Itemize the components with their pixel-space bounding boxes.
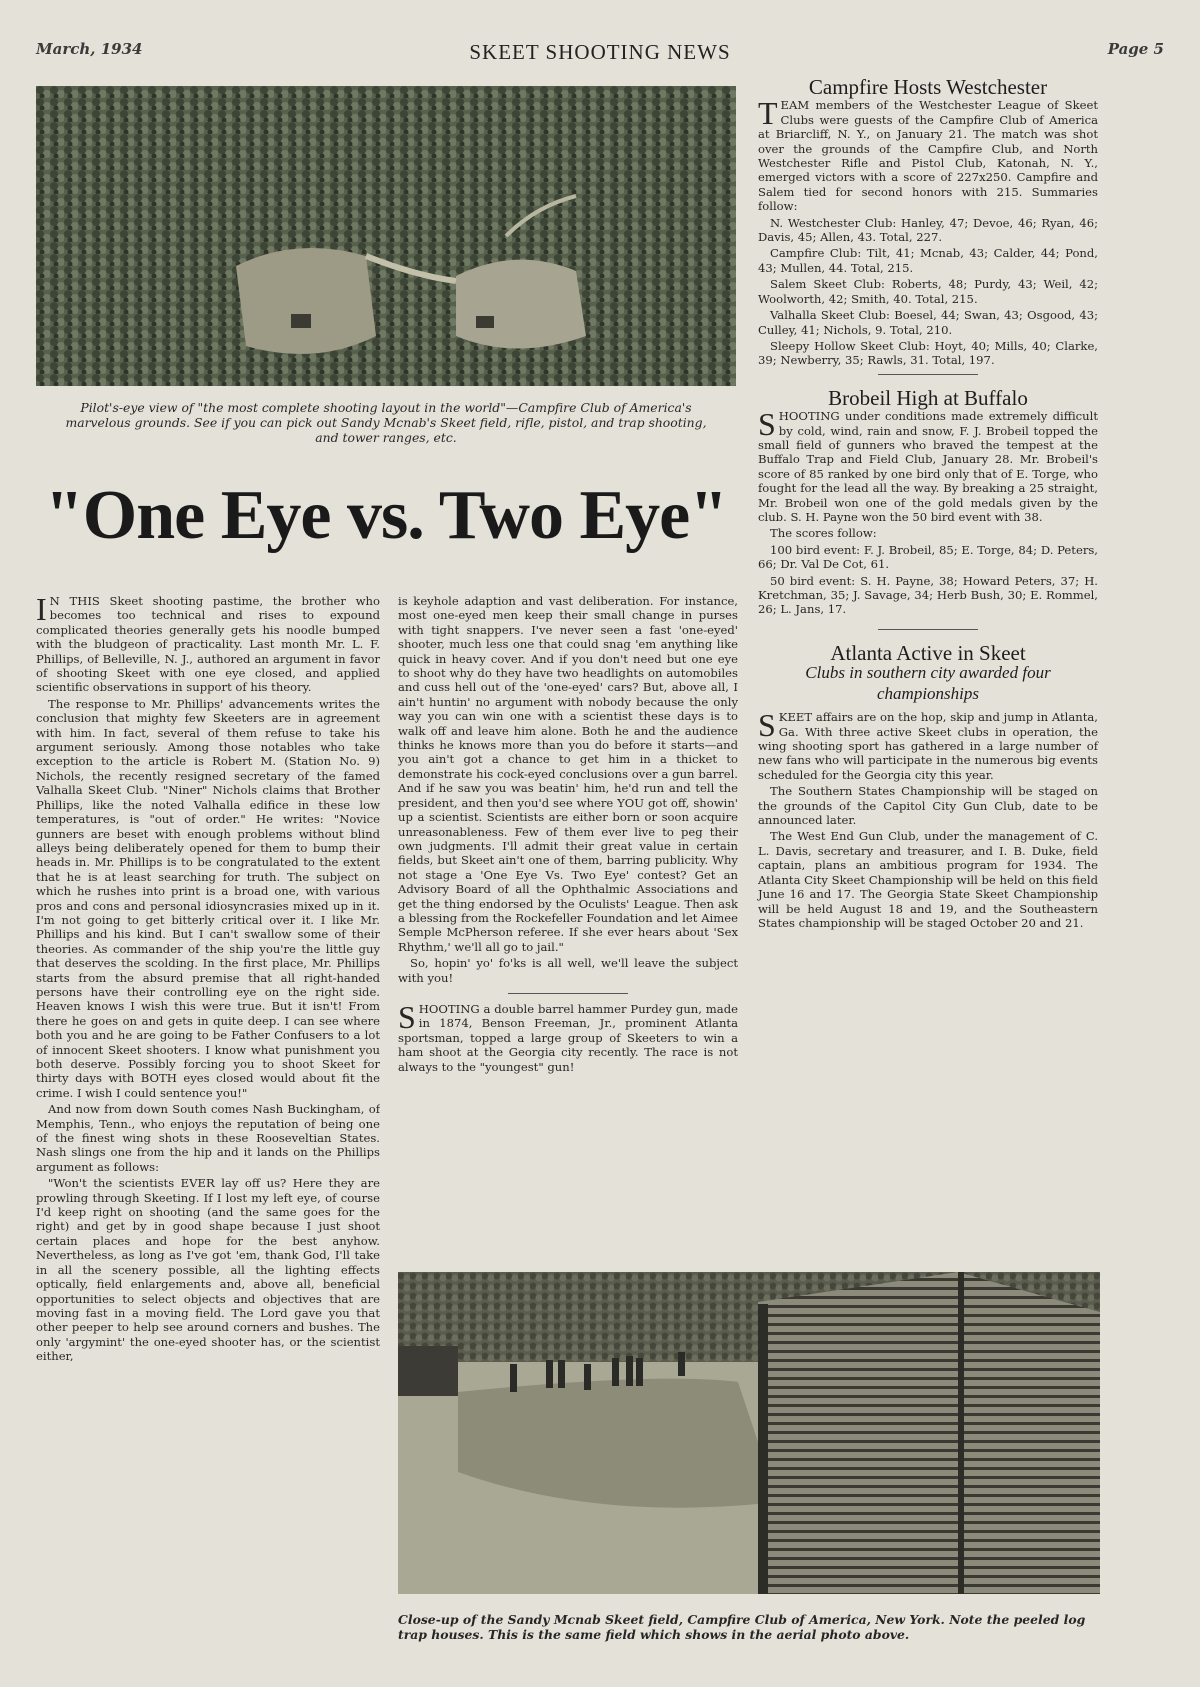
atlanta-heading: Atlanta Active in Skeet (830, 640, 1026, 665)
atlanta-paragraph: The Southern States Championship will be staged on the grounds of the Capitol City Gun Club, date to be announced later. (758, 784, 1098, 828)
brobeil-intro: SHOOTING under conditions made extremely difficult by cold, wind, rain and snow, F. J. Brobeil topped the small field of gunners who braved the tempest at the Buffalo Trap and Field Club, January 28. Mr. Brobeil's score of 85 ranked by one bird only that of E. Torge, who fought for the lead all the way. By breaking a 25 straight, Mr. Brobeil won one of the gold medals given by the club. S. H. Payne won the 50 bird event with 38. (758, 406, 1098, 524)
article-column-2 (398, 594, 738, 1076)
article-paragraph: I N THIS Skeet shooting pastime, the brother who becomes too technical and rises to expound complicated theories generally gets his noodle bumped with the bludgeon of practicality. Last month Mr. L. F. Phillips, of Belleville, N. J., authored an argument in favor of shooting Skeet with one eye closed, and applied scientific observations in support of his theory. (36, 594, 380, 695)
brobeil-scores-label: The scores follow: (770, 526, 877, 541)
article-paragraph: The response to Mr. Phillips' advancements writes the conclusion that mighty few Skeeters are in agreement with him. In fact, several of them refuse to take his argument seriously. Among those notables who take exception to the article is Robert M. (Station No. 9) Nichols, the recently resigned secretary of the famed Valhalla Skeet Club. "Niner" Nichols claims that Brother Phillips, like the noted Valhalla edifice in these low temperatures, is "out of order." He writes: "Novice gunners are beset with enough problems without blind alleys being deliberately opened for them to bump their heads in. Mr. Phillips is to be congratulated to the extent that he is at least searching for truth. The subject on which he rushes into print is a broad one, with various pros and cons and personal idiosyncrasies mixed up in it. I'm not going to get bitterly critical over it. I like Mr. Phillips and his kind. But I can't swallow some of their theories. As commander of the ship you're the little guy that deserves the scolding. In the first place, Mr. Phillips starts from the absurd premise that all right-handed persons have their controlling eye on the right side. Heaven knows I wish this were true. But it isn't! From there he goes on and gets in quite deep. I can see where both you and he are going to be Father Confusers to a lot of innocent Skeet shooters. I know what punishment you both deserve. Possibly forcing you to shoot Skeet for thirty days with BOTH eyes closed would about fit the crime. I wish I could sentence you!" (36, 696, 380, 1100)
article-paragraph: And now from down South comes Nash Buckingham, of Memphis, Tenn., who enjoys the reputation of being one of the finest wing shots in these Rooseveltian States. Nash slings one from the hip and it lands on the Phillips argument as follows: (36, 1102, 380, 1174)
article-paragraph: "Won't the scientists EVER lay off us? Here they are prowling through Skeeting. If I lost my left eye, of course I'd keep right on shooting (and the same goes for the right) and get by in good shape because I just shoot certain places and hope for the best anyhow. Nevertheless, as long as I've got 'em, thank God, I'll take in all the scenery possible, all the lighting effects optically, field enlargements and, above all, beneficial opportunities to select objects and objectives that are moving fast in a moving field. The Lord gave you that other peeper to help see around corners and bushes. The only 'argymint' the one-eyed shooter has, or the scientist either, (36, 1176, 380, 1364)
drop-cap: S (758, 406, 776, 443)
drop-cap: I (36, 594, 47, 627)
right-column (758, 75, 1098, 932)
atlanta-subheading: Clubs in southern city awarded four championships (805, 663, 1051, 704)
campfire-result: Campfire Club: Tilt, 41; Mcnab, 43; Calder, 44; Pond, 43; Mullen, 44. Total, 215. (758, 246, 1098, 275)
purdey-item: SHOOTING a double barrel hammer Purdey gun, made in 1874, Benson Freeman, Jr., prominent Atlanta sportsman, topped a large group of Skeeters to win a ham shoot at the Georgia city recently. The race is not always to the "youngest" gun! (398, 998, 738, 1074)
article-headline: "One Eye vs. Two Eye" (44, 477, 728, 554)
section-divider (878, 629, 978, 630)
brobeil-result: 50 bird event: S. H. Payne, 38; Howard Peters, 37; H. Kretchman, 35; J. Savage, 34; Herb Bush, 30; E. Rommel, 26; L. Jans, 17. (758, 573, 1098, 617)
campfire-result: Valhalla Skeet Club: Boesel, 44; Swan, 43; Osgood, 43; Culley, 41; Nichols, 9. Total, 210. (758, 308, 1098, 337)
section-divider (508, 993, 628, 994)
drop-cap: T (758, 95, 778, 132)
aerial-photo (36, 86, 736, 386)
issue-date: March, 1934 (36, 40, 143, 58)
publication-title: SKEET SHOOTING NEWS (469, 40, 731, 64)
skeet-field-photo-caption: Close-up of the Sandy Mcnab Skeet field, Campfire Club of America, New York. Note the peeled log trap houses. This is the same field which shows in the aerial photo above. (398, 1612, 1086, 1642)
drop-cap: S (398, 998, 416, 1035)
campfire-result: Salem Skeet Club: Roberts, 48; Purdy, 43; Weil, 42; Woolworth, 42; Smith, 40. Total, 215. (758, 277, 1098, 306)
brobeil-heading: Brobeil High at Buffalo (828, 385, 1028, 410)
campfire-intro: TEAM members of the Westchester League of Skeet Clubs were guests of the Campfire Club of America at Briarcliff, N. Y., on January 21. The match was shot over the grounds of the Campfire Club, and North Westchester Rifle and Pistol Club, Katonah, N. Y., emerged victors with a score of 227x250. Campfire and Salem tied for second honors with 215. Summaries follow: (758, 95, 1098, 214)
aerial-photo-caption: Pilot's-eye view of "the most complete shooting layout in the world"—Campfire Club of America's marvelous grounds. See if you can pick out Sandy Mcnab's Skeet field, rifle, pistol, and trap shooting, and tower ranges, etc. (65, 400, 707, 445)
campfire-result: Sleepy Hollow Skeet Club: Hoyt, 40; Mills, 40; Clarke, 39; Newberry, 35; Rawls, 31. Total, 197. (758, 338, 1098, 368)
article-paragraph: is keyhole adaption and vast deliberation. For instance, most one-eyed men keep their small change in purses with tight snappers. I've never seen a fast 'one-eyed' shooter, much less one that could snag 'em anything like quick in heavy cover. And if you don't need but one eye to shoot why do they have two headlights on automobiles and cuss hell out of the 'one-eyed' cars? But, above all, I ain't huntin' no argument with nobody because the only way you can win one with a scientist these days is to walk off and leave him alone. Both he and the audience thinks he knows more than you do before it starts—and you ain't got a chance to get him in a thicket to demonstrate his cock-eyed conclusions over a gun barrel. And if he saw you was beatin' him, he'd run and tell the president, and then you'd see where YOU got off, showin' up a scientist. Scientists are either born or soon acquire unreasonableness. Few of them ever live to peg their own judgments. I'll admit their great value in certain fields, but Skeet ain't one of them, barring publicity. Why not stage a 'One Eye Vs. Two Eye' contest? Get an Advisory Board of all the Ophthalmic Associations and get the thing endorsed by the Oculists' League. Then ask a blessing from the Rockefeller Foundation and let Aimee Semple McPherson referee. If she ever hears about 'Sex Rhythm,' we'll all go to jail." (398, 594, 738, 954)
campfire-result: N. Westchester Club: Hanley, 47; Devoe, 46; Ryan, 46; Davis, 45; Allen, 43. Total, 227. (758, 215, 1098, 245)
campfire-heading: Campfire Hosts Westchester (808, 75, 1048, 99)
brobeil-result: 100 bird event: F. J. Brobeil, 85; E. Torge, 84; D. Peters, 66; Dr. Val De Cot, 61. (758, 542, 1098, 572)
section-divider (878, 374, 978, 375)
article-column-1 (36, 594, 380, 1654)
atlanta-paragraph: SKEET affairs are on the hop, skip and jump in Atlanta, Ga. With three active Skeet clubs in operation, the wing shooting sport has gathered in a large number of new fans who will participate in the numerous big events scheduled for the Georgia city this year. (758, 707, 1098, 782)
article-paragraph: So, hopin' yo' fo'ks is all well, we'll leave the subject with you! (398, 956, 738, 985)
drop-cap: S (758, 707, 776, 744)
atlanta-paragraph: The West End Gun Club, under the management of C. L. Davis, secretary and treasurer, and I. B. Duke, field captain, plans an ambitious program for 1934. The Atlanta City Skeet Championship will be held on this field June 16 and 17. The Georgia State Skeet Championship will be held August 18 and 19, and the Southeastern States championship will be staged October 20 and 21. (758, 829, 1098, 930)
page-number: Page 5 (1107, 40, 1164, 58)
skeet-field-photo (398, 1272, 1100, 1594)
